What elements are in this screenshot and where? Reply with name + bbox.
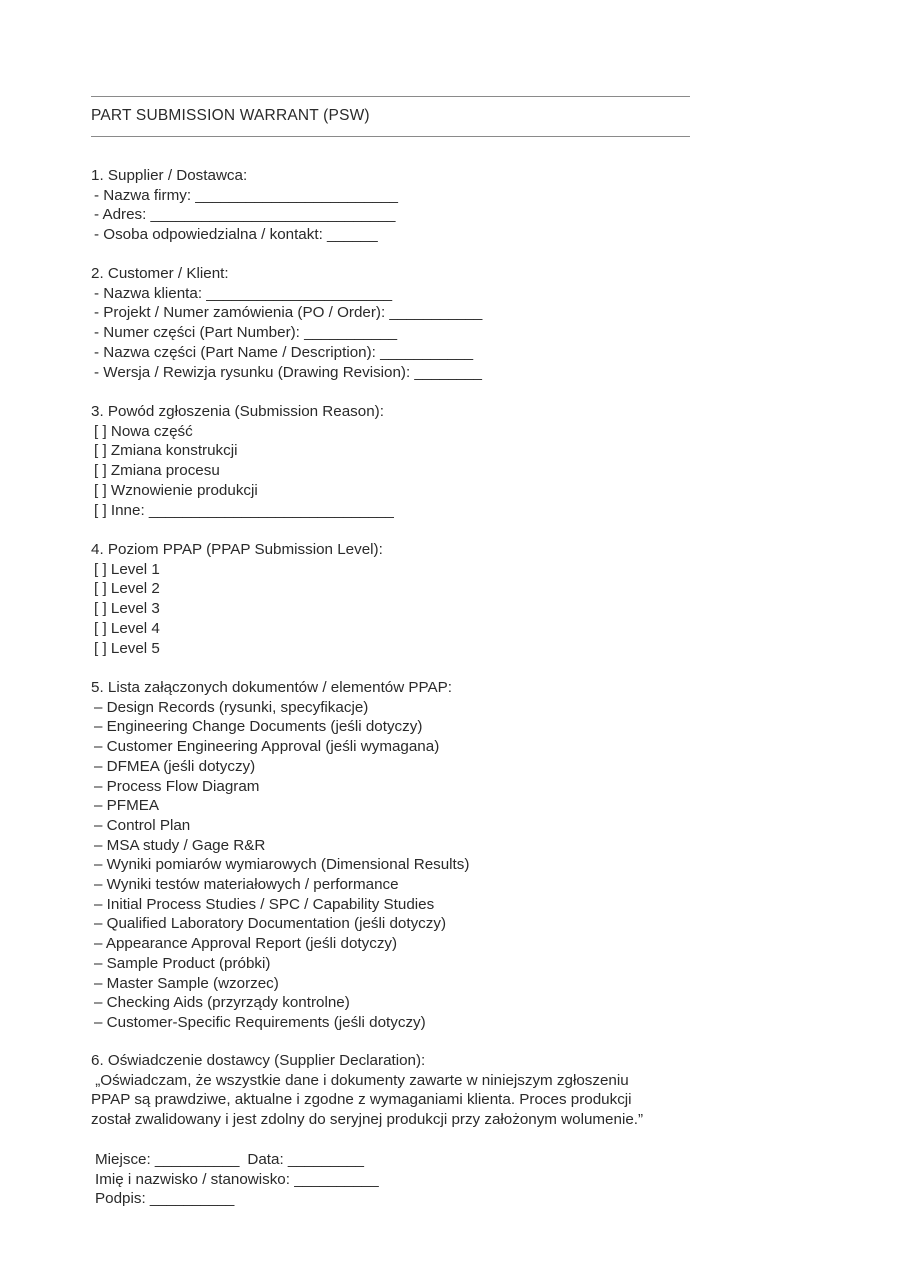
declaration-text-line: „Oświadczam, że wszystkie dane i dokumenty zawarte w niniejszym zgłoszeniu — [91, 1071, 629, 1089]
customer-project-field: - Projekt / Numer zamówienia (PO / Order): ___________ — [94, 304, 483, 322]
supplier-company-field: - Nazwa firmy: ________________________ — [94, 186, 398, 204]
attachment-item: – Wyniki pomiarów wymiarowych (Dimensional Results) — [94, 856, 470, 874]
attachment-item: – Control Plan — [94, 816, 191, 834]
place-date-row — [95, 1150, 379, 1170]
signature-field: Podpis: __________ — [95, 1190, 235, 1208]
date-field: Data: _________ — [247, 1151, 364, 1168]
level-section — [91, 540, 383, 658]
customer-name-field: - Nazwa klienta: ______________________ — [94, 284, 393, 302]
reason-option-design-change: [ ] Zmiana konstrukcji — [94, 442, 238, 460]
reason-heading: 3. Powód zgłoszenia (Submission Reason): — [91, 403, 384, 420]
attachment-item: – Design Records (rysunki, specyfikacje) — [94, 698, 369, 716]
customer-section — [91, 264, 482, 382]
attachment-item: – Initial Process Studies / SPC / Capability Studies — [94, 895, 435, 913]
reason-option-other: [ ] Inne: _____________________________ — [94, 501, 394, 519]
part-name-field: - Nazwa części (Part Name / Description): ___________ — [94, 343, 474, 361]
declaration-text-line: został zwalidowany i jest zdolny do seryjnej produkcji przy założonym wolumenie.” — [91, 1111, 644, 1129]
signature-block — [95, 1150, 379, 1209]
attachment-item: – Master Sample (wzorzec) — [94, 974, 279, 992]
place-field: Miejsce: __________ — [95, 1151, 240, 1168]
supplier-heading: 1. Supplier / Dostawca: — [91, 167, 248, 184]
level-heading: 4. Poziom PPAP (PPAP Submission Level): — [91, 541, 383, 558]
declaration-text-line: PPAP są prawdziwe, aktualne i zgodne z wymaganiami klienta. Proces produkcji — [91, 1091, 632, 1109]
customer-heading: 2. Customer / Klient: — [91, 265, 229, 282]
supplier-address-field: - Adres: _____________________________ — [94, 206, 396, 224]
attachment-item: – Sample Product (próbki) — [94, 954, 271, 972]
attachment-item: – Checking Aids (przyrządy kontrolne) — [94, 994, 350, 1012]
document-title: PART SUBMISSION WARRANT (PSW) — [91, 107, 370, 124]
attachments-heading: 5. Lista załączonych dokumentów / elementów PPAP: — [91, 679, 453, 696]
attachment-item: – Engineering Change Documents (jeśli dotyczy) — [94, 718, 423, 736]
level-option-2: [ ] Level 2 — [94, 580, 160, 598]
attachment-item: – Process Flow Diagram — [94, 777, 260, 795]
attachment-item: – Qualified Laboratory Documentation (jeśli dotyczy) — [94, 915, 447, 933]
part-number-field: - Numer części (Part Number): ___________ — [94, 324, 398, 342]
attachments-section — [91, 678, 469, 1033]
reason-option-new-part: [ ] Nowa część — [94, 422, 193, 440]
reason-option-resumption: [ ] Wznowienie produkcji — [94, 481, 258, 499]
attachment-item: – DFMEA (jeśli dotyczy) — [94, 757, 256, 775]
level-option-1: [ ] Level 1 — [94, 560, 160, 578]
name-position-field: Imię i nazwisko / stanowisko: __________ — [95, 1170, 379, 1188]
level-option-3: [ ] Level 3 — [94, 600, 160, 618]
attachment-item: – PFMEA — [94, 797, 159, 815]
level-option-4: [ ] Level 4 — [94, 619, 160, 637]
supplier-contact-field: - Osoba odpowiedzialna / kontakt: ______ — [94, 226, 378, 244]
declaration-section — [91, 1051, 643, 1130]
drawing-revision-field: - Wersja / Rewizja rysunku (Drawing Revision): ________ — [94, 363, 483, 381]
declaration-heading: 6. Oświadczenie dostawcy (Supplier Declaration): — [91, 1052, 426, 1069]
supplier-section — [91, 166, 398, 245]
reason-option-process-change: [ ] Zmiana procesu — [94, 462, 220, 480]
attachment-item: – Wyniki testów materiałowych / performance — [94, 876, 399, 894]
level-option-5: [ ] Level 5 — [94, 639, 160, 657]
title-divider — [91, 136, 690, 137]
attachment-item: – Customer-Specific Requirements (jeśli dotyczy) — [94, 1013, 426, 1031]
attachment-item: – Appearance Approval Report (jeśli dotyczy) — [94, 935, 398, 953]
attachment-item: – MSA study / Gage R&R — [94, 836, 266, 854]
attachment-item: – Customer Engineering Approval (jeśli wymagana) — [94, 738, 440, 756]
top-divider — [91, 96, 690, 97]
reason-section — [91, 402, 394, 520]
